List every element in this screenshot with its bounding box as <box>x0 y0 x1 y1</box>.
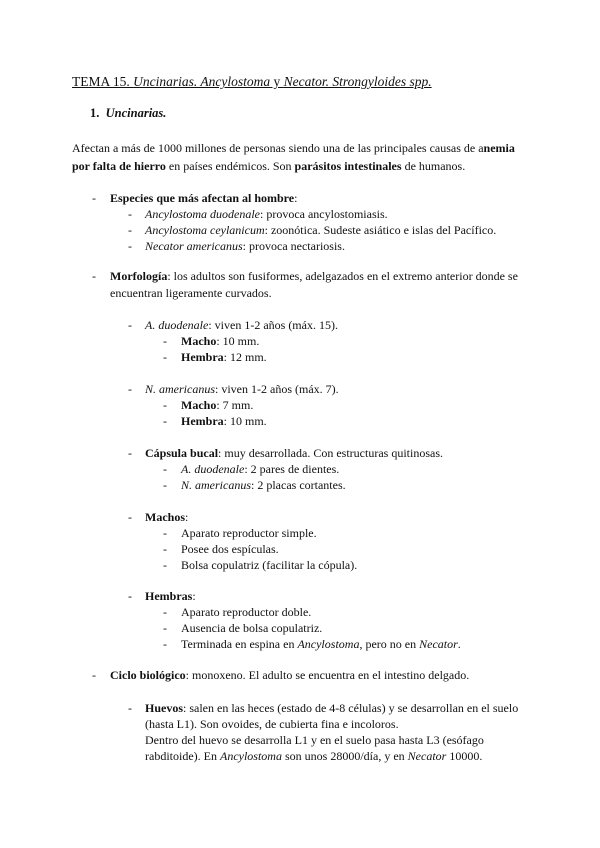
huevos-text: 10000. <box>446 749 483 763</box>
bullet-dash: - <box>163 414 167 428</box>
bullet-dash: - <box>92 269 96 283</box>
bullet-dash: - <box>163 350 167 364</box>
capsula-americanus <box>181 478 346 493</box>
especie-name: Necator americanus <box>145 239 243 253</box>
bullet-dash: - <box>128 446 132 460</box>
bullet-dash: - <box>163 526 167 540</box>
morfologia-line-2: encuentran ligeramente curvados. <box>110 286 272 300</box>
huevos-genus: Ancylostoma <box>219 749 282 763</box>
title-prefix: TEMA 15. <box>72 74 134 89</box>
macho-value: : 10 mm. <box>216 334 260 348</box>
americanus-hembra <box>181 414 267 429</box>
morfologia-text: : los adultos son fusiformes, adelgazados en el extremo anterior donde se <box>167 269 518 283</box>
morfologia-line-1 <box>110 269 518 284</box>
especies-colon: : <box>294 191 298 205</box>
americanus-text: : viven 1-2 años (máx. 7). <box>215 382 339 396</box>
capsula-species-text: : 2 pares de dientes. <box>244 462 340 476</box>
huevos-line-1 <box>145 701 518 716</box>
intro-bold-anemia: nemia <box>483 141 515 155</box>
section-label: Uncinarias. <box>105 106 167 120</box>
machos-colon: : <box>185 510 189 524</box>
page-title <box>72 74 432 89</box>
especie-text: : provoca nectariosis. <box>242 239 345 253</box>
bullet-dash: - <box>128 207 132 221</box>
hembras-genus: Necator <box>419 637 458 651</box>
bullet-dash: - <box>128 510 132 524</box>
bullet-dash: - <box>163 398 167 412</box>
hembras-genus: Ancylostoma <box>297 637 360 651</box>
morfologia-label: Morfología <box>110 269 168 283</box>
especies-heading <box>110 191 297 206</box>
section-heading <box>90 106 166 121</box>
duodenale-line <box>145 318 338 333</box>
hembras-item <box>181 637 461 652</box>
bullet-dash: - <box>128 318 132 332</box>
huevos-label: Huevos <box>145 701 184 715</box>
machos-item: Posee dos espículas. <box>181 542 279 556</box>
capsula-species-name: A. duodenale <box>181 462 245 476</box>
intro-bold-hierro: por falta de hierro <box>72 159 166 173</box>
hembras-item: Ausencia de bolsa copulatriz. <box>181 621 323 635</box>
title-y: y <box>270 74 284 89</box>
hembras-text: Terminada en espina en <box>181 637 298 651</box>
intro-text-b: en países endémicos. Son <box>165 159 295 173</box>
bullet-dash: - <box>128 382 132 396</box>
title-rest: Necator. Strongyloides spp. <box>283 74 432 89</box>
huevos-genus: Necator <box>407 749 447 763</box>
bullet-dash: - <box>92 668 96 682</box>
macho-value: : 7 mm. <box>216 398 254 412</box>
capsula-line <box>145 446 443 461</box>
ciclo-line <box>110 668 469 683</box>
section-number: 1. <box>90 106 100 120</box>
intro-bold-parasitos: parásitos intestinales <box>294 159 402 173</box>
bullet-dash: - <box>128 239 132 253</box>
bullet-dash: - <box>92 191 96 205</box>
bullet-dash: - <box>163 478 167 492</box>
bullet-dash: - <box>163 462 167 476</box>
huevos-text: son unos 28000/día, y en <box>281 749 408 763</box>
machos-item: Bolsa copulatriz (facilitar la cópula). <box>181 558 358 572</box>
intro-text-a: Afectan a más de 1000 millones de personas siendo una de las principales causas de a <box>72 141 484 155</box>
especies-label: Especies que más afectan al hombre <box>110 191 295 205</box>
bullet-dash: - <box>128 589 132 603</box>
duodenale-text: : viven 1-2 años (máx. 15). <box>208 318 338 332</box>
especie-name: Ancylostoma ceylanicum <box>145 223 265 237</box>
huevos-line-2: (hasta L1). Son ovoides, de cubierta fina e incoloros. <box>145 717 399 731</box>
especie-text: : provoca ancylostomiasis. <box>259 207 388 221</box>
bullet-dash: - <box>163 542 167 556</box>
hembras-label: Hembras <box>145 589 193 603</box>
capsula-text: : muy desarrollada. Con estructuras quitinosas. <box>218 446 443 460</box>
duodenale-name: A. duodenale <box>145 318 209 332</box>
intro-text-c: de humanos. <box>401 159 466 173</box>
capsula-species-text: : 2 placas cortantes. <box>251 478 346 492</box>
capsula-label: Cápsula bucal <box>145 446 219 460</box>
huevos-line-3: Dentro del huevo se desarrolla L1 y en el suelo pasa hasta L3 (esófago <box>145 733 484 747</box>
capsula-species-name: N. americanus <box>181 478 251 492</box>
hembras-text: . <box>457 637 461 651</box>
huevos-text: rabditoide). En <box>145 749 220 763</box>
bullet-dash: - <box>128 223 132 237</box>
macho-label: Macho <box>181 398 217 412</box>
intro-line-1 <box>72 141 515 156</box>
especie-name: Ancylostoma duodenale <box>145 207 260 221</box>
especie-text: : zoonótica. Sudeste asiático e islas del Pacífico. <box>264 223 497 237</box>
bullet-dash: - <box>163 558 167 572</box>
hembras-text: , pero no en <box>359 637 420 651</box>
hembra-value: : 12 mm. <box>223 350 267 364</box>
bullet-dash: - <box>163 637 167 651</box>
hembras-item: Aparato reproductor doble. <box>181 605 312 619</box>
bullet-dash: - <box>128 701 132 715</box>
americanus-macho <box>181 398 253 413</box>
especie-item <box>145 239 345 254</box>
huevos-line-4 <box>145 749 482 764</box>
duodenale-macho <box>181 334 259 349</box>
duodenale-hembra <box>181 350 267 365</box>
hembra-value: : 10 mm. <box>223 414 267 428</box>
bullet-dash: - <box>163 605 167 619</box>
hembra-label: Hembra <box>181 414 224 428</box>
americanus-name: N. americanus <box>145 382 215 396</box>
capsula-duodenale <box>181 462 339 477</box>
title-uncinarias: Uncinarias. Ancylostoma <box>133 74 271 89</box>
machos-item: Aparato reproductor simple. <box>181 526 317 540</box>
americanus-line <box>145 382 339 397</box>
macho-label: Macho <box>181 334 217 348</box>
hembras-colon: : <box>192 589 196 603</box>
huevos-text: : salen en las heces (estado de 4-8 células) y se desarrollan en el suelo <box>183 701 519 715</box>
especie-item <box>145 223 496 238</box>
ciclo-label: Ciclo biológico <box>110 668 186 682</box>
bullet-dash: - <box>163 621 167 635</box>
ciclo-text: : monoxeno. El adulto se encuentra en el intestino delgado. <box>185 668 470 682</box>
hembra-label: Hembra <box>181 350 224 364</box>
intro-line-2 <box>72 159 465 174</box>
machos-heading <box>145 510 188 525</box>
hembras-heading <box>145 589 196 604</box>
bullet-dash: - <box>163 334 167 348</box>
machos-label: Machos <box>145 510 185 524</box>
especie-item <box>145 207 388 222</box>
